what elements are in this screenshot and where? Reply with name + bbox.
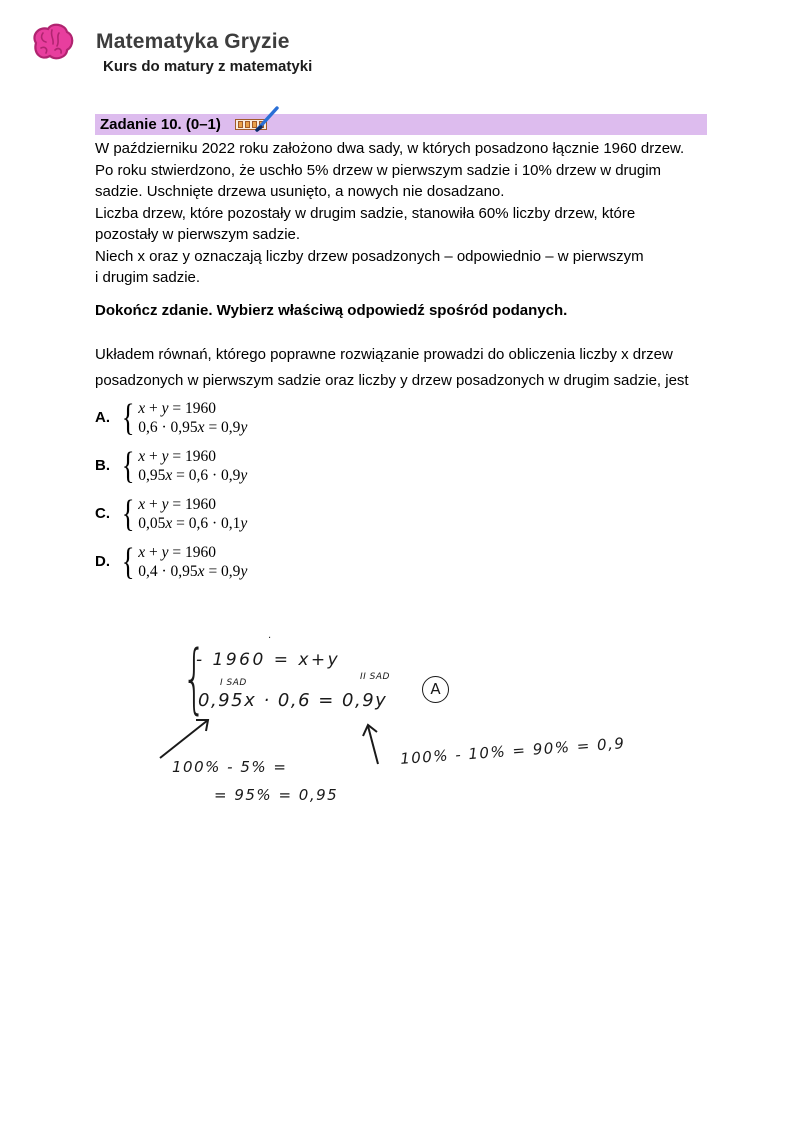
handwritten-calc-1a: 100% - 5% = [172, 758, 288, 776]
instruction-text: Dokończ zdanie. Wybierz właściwą odpowiedź spośród podanych. [95, 302, 568, 319]
option-equation-2: 0,6 · 0,95x = 0,9y [138, 418, 248, 436]
option-letter: D. [95, 553, 110, 570]
option-equations [138, 399, 247, 437]
intro-line: Po roku stwierdzono, że uschło 5% drzew w pierwszym sadzie i 10% drzew w drugim [95, 161, 662, 179]
option-equation-1: x + y = 1960 [138, 447, 217, 465]
option-equation-2: 0,4 · 0,95x = 0,9y [138, 562, 248, 580]
question-line: Układem równań, którego poprawne rozwiązanie prowadzi do obliczenia liczby x drzew [95, 346, 673, 363]
sad1-label: I SAD [220, 678, 247, 688]
brace-glyph: { [121, 540, 135, 583]
handwritten-equation-1: - 1960 = x+y [196, 650, 341, 670]
task-band [95, 114, 707, 135]
circled-answer: A [422, 676, 449, 703]
arrow-up-right-icon [156, 714, 214, 762]
crayon-box-icon [235, 114, 281, 135]
option-equation-1: x + y = 1960 [138, 399, 217, 417]
intro-line: sadzie. Uschnięte drzewa usunięto, a nowych nie dosadzano. [95, 183, 505, 200]
handwritten-equation-2: 0,95x · 0,6 = 0,9y [198, 690, 388, 711]
option-row-b [95, 446, 247, 485]
option-equations [138, 543, 247, 581]
handwritten-calc-2: 100% - 10% = 90% = 0,9 [399, 734, 626, 768]
intro-line: Niech x oraz y oznaczają liczby drzew posadzonych – odpowiednio – w pierwszym [95, 247, 644, 265]
brain-logo-icon [26, 20, 76, 66]
option-letter: B. [95, 457, 110, 474]
option-equations [138, 495, 247, 533]
question-text [95, 342, 689, 394]
handwritten-brace: { [182, 633, 207, 722]
pencil-icon [253, 106, 283, 132]
intro-line: pozostały w pierwszym sadzie. [95, 226, 301, 243]
handwriting-area [140, 626, 700, 836]
brace-glyph: { [121, 396, 135, 439]
option-row-d [95, 542, 247, 581]
option-letter: A. [95, 409, 110, 426]
question-line: posadzonych w pierwszym sadzie oraz liczby y drzew posadzonych w drugim sadzie, jest [95, 372, 689, 389]
option-equations [138, 447, 247, 485]
option-equation-2: 0,95x = 0,6 · 0,9y [138, 466, 248, 484]
app-title: Matematyka Gryzie [96, 30, 290, 53]
brace-glyph: { [121, 492, 135, 535]
intro-line: i drugim sadzie. [95, 269, 201, 286]
option-equation-1: x + y = 1960 [138, 495, 217, 513]
option-row-a [95, 398, 247, 437]
option-letter: C. [95, 505, 110, 522]
intro-line: W październiku 2022 roku założono dwa sady, w których posadzono łącznie 1960 drzew. [95, 140, 685, 157]
arrow-up-icon [362, 720, 388, 768]
handwritten-calc-1b: = 95% = 0,95 [214, 786, 339, 804]
task-title: Zadanie 10. (0–1) [100, 116, 221, 133]
stray-mark: . [268, 630, 272, 641]
sad2-label: II SAD [360, 672, 390, 682]
option-equation-2: 0,05x = 0,6 · 0,1y [138, 514, 248, 532]
app-subtitle: Kurs do matury z matematyki [103, 58, 313, 75]
intro-paragraph [95, 138, 684, 289]
brace-glyph: { [121, 444, 135, 487]
option-equation-1: x + y = 1960 [138, 543, 217, 561]
intro-line: Liczba drzew, które pozostały w drugim sadzie, stanowiła 60% liczby drzew, które [95, 204, 636, 222]
answer-options [95, 398, 247, 590]
option-row-c [95, 494, 247, 533]
